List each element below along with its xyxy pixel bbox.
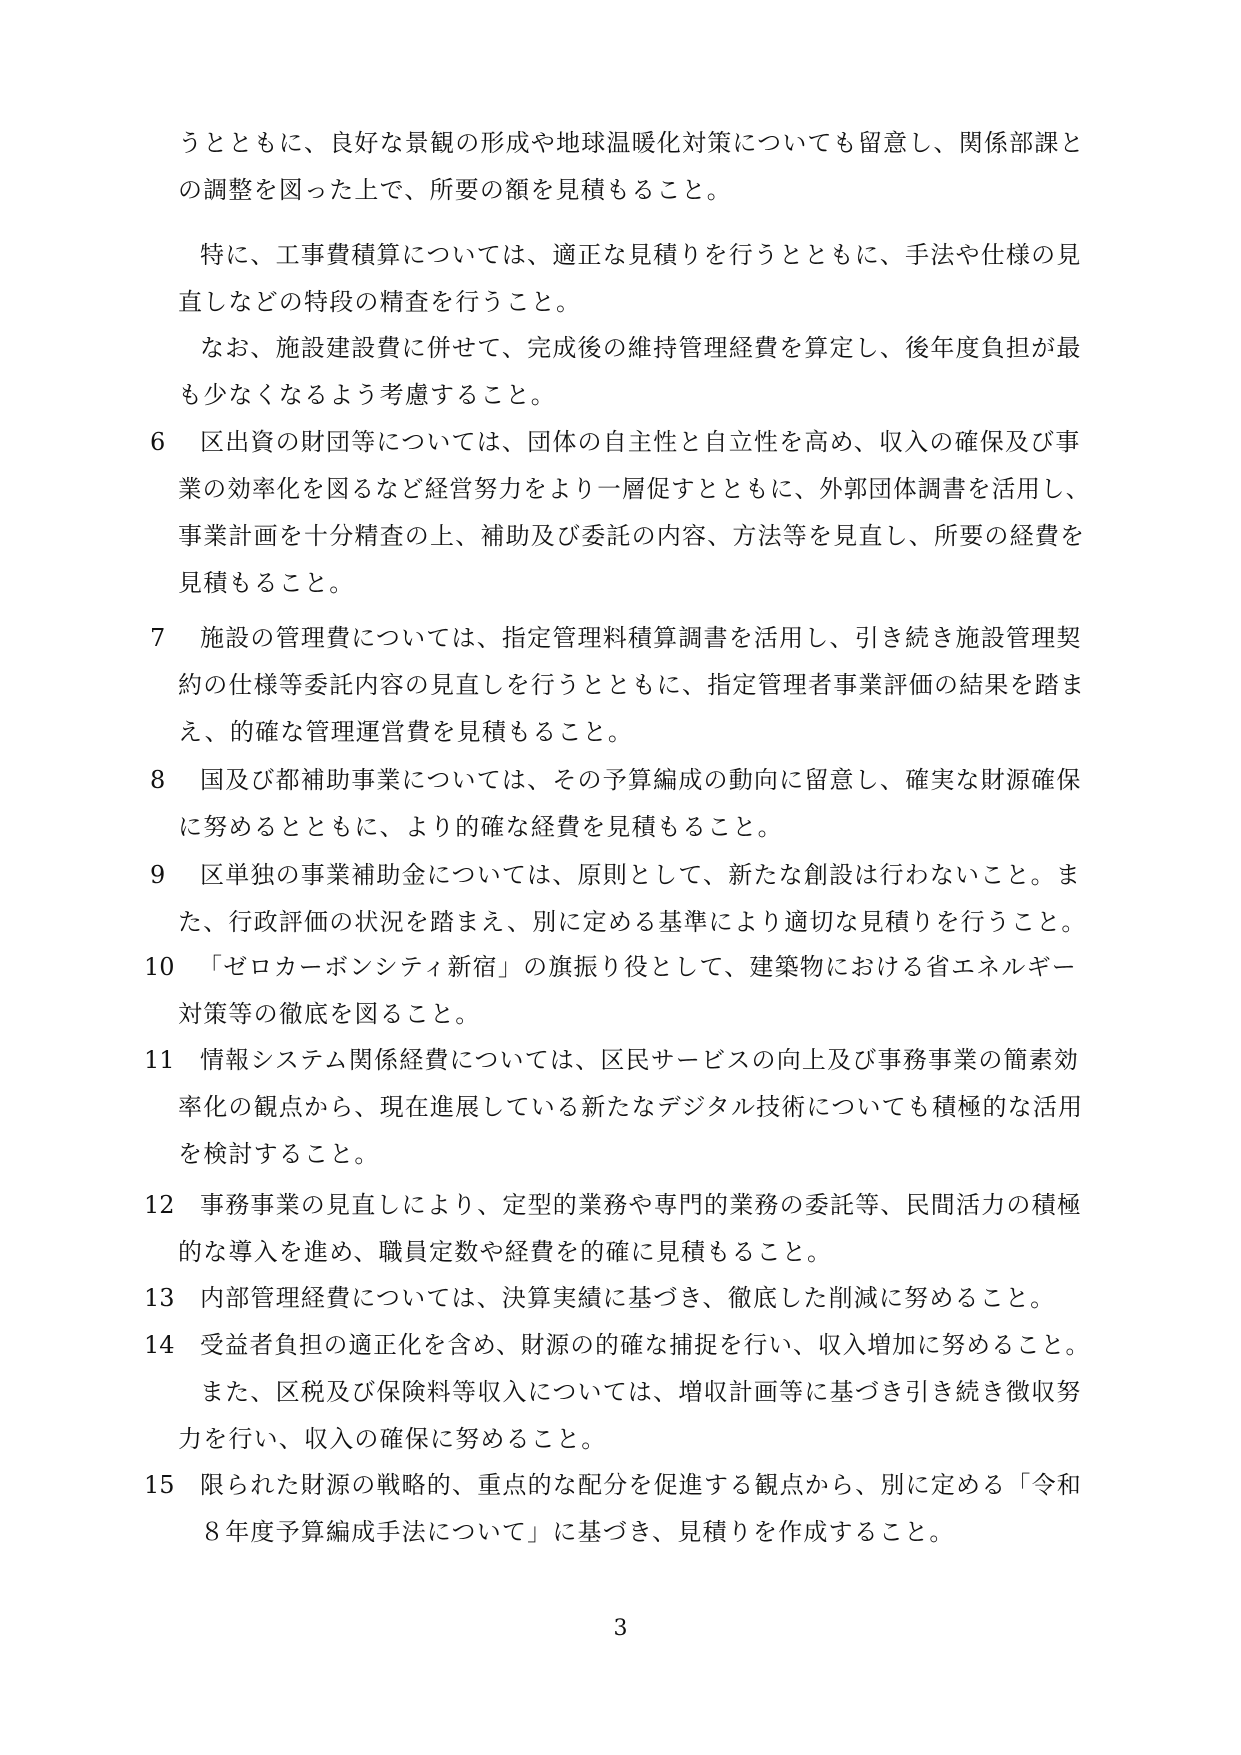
text-line: 区単独の事業補助金については、原則として、新たな創設は行わないこと。ま [200,861,1082,889]
text-line: 的な導入を進め、職員定数や経費を的確に見積もること。 [178,1238,833,1266]
text-line: 対策等の徹底を図ること。 [178,1000,481,1028]
text-line: 約の仕様等委託内容の見直しを行うとともに、指定管理者事業評価の結果を踏ま [178,671,1086,699]
text-line: た、行政評価の状況を踏まえ、別に定める基準により適切な見積りを行うこと。 [178,908,1087,936]
page-number: 3 [613,1616,628,1641]
text-line: なお、施設建設費に併せて、完成後の維持管理経費を算定し、後年度負担が最 [200,334,1082,362]
item-number: 7 [150,624,166,652]
text-line: 受益者負担の適正化を含め、財源の的確な捕捉を行い、収入増加に努めること。 [200,1331,1091,1359]
text-line: 「ゼロカーボンシティ新宿」の旗振り役として、建築物における省エネルギー [198,953,1077,981]
text-line: 特に、工事費積算については、適正な見積りを行うとともに、手法や仕様の見 [200,241,1082,269]
item-number: 12 [144,1191,175,1219]
text-line: うとともに、良好な景観の形成や地球温暖化対策についても留意し、関係部課と [178,129,1085,157]
text-line: 率化の観点から、現在進展している新たなデジタル技術についても積極的な活用 [178,1093,1084,1121]
text-line: 力を行い、収入の確保に努めること。 [178,1425,607,1453]
item-number: 8 [150,766,166,794]
text-line: 事務事業の見直しにより、定型的業務や専門的業務の委託等、民間活力の積極 [200,1191,1082,1219]
text-line: 限られた財源の戦略的、重点的な配分を促進する観点から、別に定める「令和 [200,1471,1082,1499]
text-line: の調整を図った上で、所要の額を見積もること。 [178,176,732,204]
item-number: 10 [144,953,175,981]
item-number: 9 [150,861,166,889]
text-line: 情報システム関係経費については、区民サービスの向上及び事務事業の簡素効 [200,1046,1080,1074]
text-line: え、的確な管理運営費を見積もること。 [178,718,634,746]
text-line: 施設の管理費については、指定管理料積算調書を活用し、引き続き施設管理契 [200,624,1082,652]
item-number: 6 [150,428,166,456]
text-line: を検討すること。 [178,1140,380,1168]
text-line: 業の効率化を図るなど経営努力をより一層促すとともに、外郭団体調書を活用し、 [178,475,1091,503]
item-number: 15 [144,1471,175,1499]
item-number: 11 [144,1046,175,1074]
text-line: 事業計画を十分精査の上、補助及び委託の内容、方法等を見直し、所要の経費を [178,522,1086,550]
text-line: 国及び都補助事業については、その予算編成の動向に留意し、確実な財源確保 [200,766,1082,794]
text-line: 直しなどの特段の精査を行うこと。 [178,288,582,316]
item-number: 13 [144,1284,175,1312]
text-line: ８年度予算編成手法について」に基づき、見積りを作成すること。 [200,1518,955,1546]
text-line: 見積もること。 [178,569,355,597]
text-line: も少なくなるよう考慮すること。 [178,381,556,409]
text-line: 内部管理経費については、決算実績に基づき、徹底した削減に努めること。 [200,1284,1056,1312]
text-line: 区出資の財団等については、団体の自主性と自立性を高め、収入の確保及び事 [200,428,1081,456]
text-line: また、区税及び保険料等収入については、増収計画等に基づき引き続き徴収努 [200,1378,1082,1406]
item-number: 14 [144,1331,175,1359]
text-line: に努めるとともに、より的確な経費を見積もること。 [178,813,783,841]
